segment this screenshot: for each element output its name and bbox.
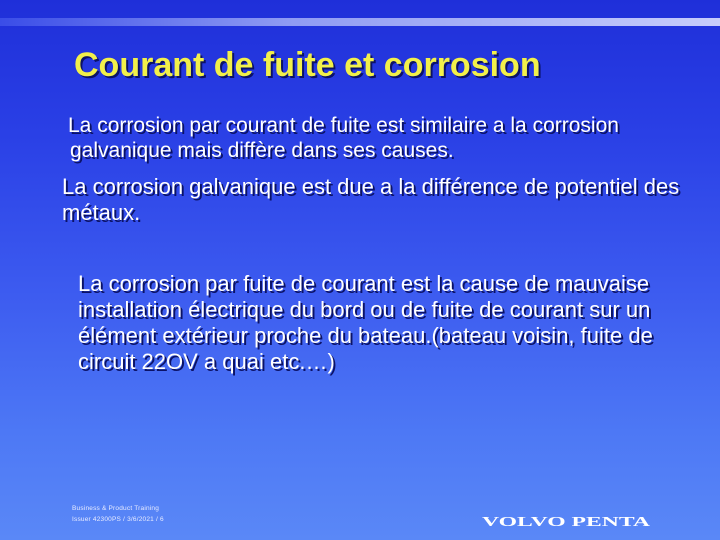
header-bar — [0, 18, 720, 26]
logo-text: VOLVO PENTA — [482, 515, 652, 528]
paragraph-3: La corrosion par fuite de courant est la cause de mauvaise installation électrique du bord ou de fuite de courant sur un élément extérieur proche du bateau.(bateau voisin, fuite de circuit 22OV a quai etc.…) — [78, 271, 653, 374]
footer-info — [72, 504, 164, 525]
paragraph-1: La corrosion par courant de fuite est similaire a la corrosion galvanique mais diffère dans ses causes. — [68, 114, 619, 162]
footer-line-2: Issuer 42300PS / 3/6/2021 / 6 — [72, 515, 164, 523]
volvo-penta-logo — [482, 514, 652, 528]
paragraph-2: La corrosion galvanique est due a la différence de potentiel des métaux. — [62, 174, 680, 225]
slide-title: Courant de fuite et corrosion — [74, 46, 541, 84]
footer-line-1: Business & Product Training — [72, 505, 160, 512]
